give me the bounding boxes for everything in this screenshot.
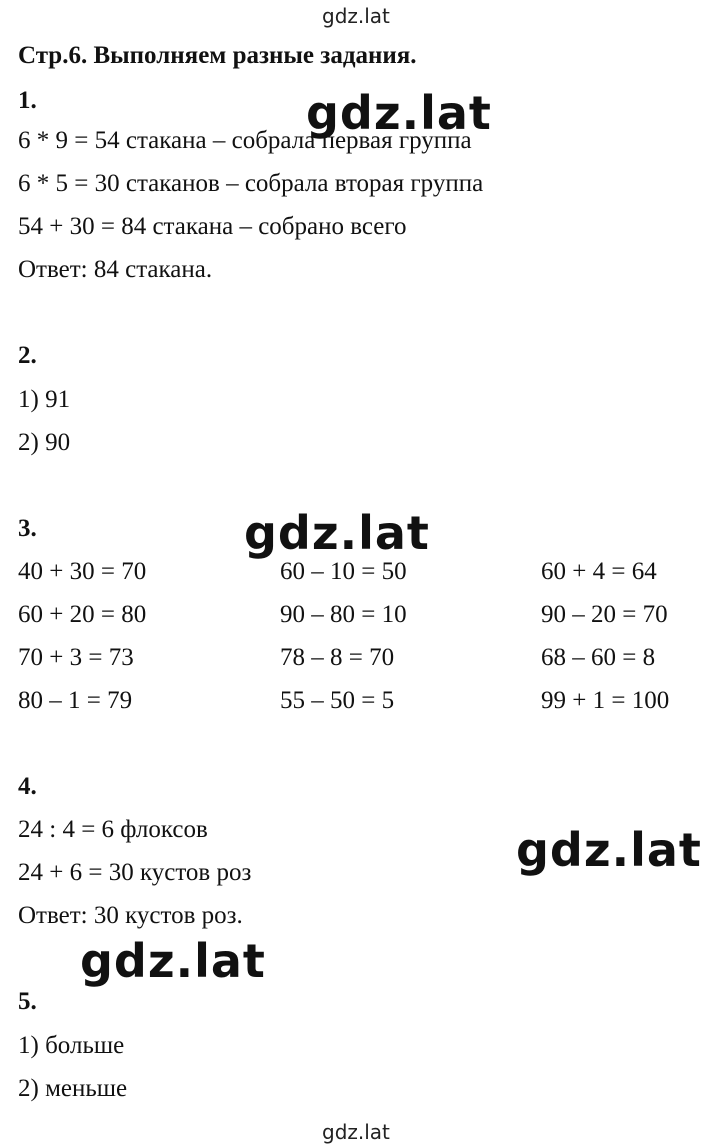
page-title: Стр.6. Выполняем разные задания.	[18, 42, 417, 69]
watermark-large: gdz.lat	[244, 506, 430, 560]
solution-line: 54 + 30 = 84 стакана – собрано всего	[18, 213, 407, 240]
equation: 68 – 60 = 8	[541, 644, 656, 671]
task-number: 1.	[18, 87, 37, 114]
equation: 60 + 20 = 80	[18, 601, 147, 628]
equation: 80 – 1 = 79	[18, 687, 133, 714]
watermark-top: gdz.lat	[322, 4, 390, 28]
answer-line: Ответ: 84 стакана.	[18, 256, 213, 283]
task-number: 4.	[18, 773, 37, 800]
equation: 90 – 20 = 70	[541, 601, 668, 628]
equation: 78 – 8 = 70	[280, 644, 395, 671]
solution-line: 6 * 5 = 30 стаканов – собрала вторая группа	[18, 170, 484, 197]
equation: 40 + 30 = 70	[18, 558, 147, 585]
task-number: 2.	[18, 342, 37, 369]
equation: 70 + 3 = 73	[18, 644, 134, 671]
task-number: 5.	[18, 988, 37, 1015]
answer-line: 1) 91	[18, 386, 71, 413]
task-number: 3.	[18, 515, 37, 542]
equation: 60 + 4 = 64	[541, 558, 657, 585]
solution-line: 24 : 4 = 6 флоксов	[18, 816, 208, 843]
answer-line: 2) 90	[18, 429, 71, 456]
watermark-large: gdz.lat	[306, 86, 492, 140]
watermark-large: gdz.lat	[516, 823, 702, 877]
equation: 60 – 10 = 50	[280, 558, 407, 585]
equation: 99 + 1 = 100	[541, 687, 670, 714]
solution-line: 6 * 9 = 54 стакана – собрала первая группа	[18, 127, 472, 154]
equation: 55 – 50 = 5	[280, 687, 395, 714]
solution-line: 24 + 6 = 30 кустов роз	[18, 859, 252, 886]
answer-line: 1) больше	[18, 1032, 125, 1059]
answer-line: 2) меньше	[18, 1075, 128, 1102]
watermark-large: gdz.lat	[80, 934, 266, 988]
answer-line: Ответ: 30 кустов роз.	[18, 902, 243, 929]
equation: 90 – 80 = 10	[280, 601, 407, 628]
watermark-bottom: gdz.lat	[322, 1120, 390, 1144]
